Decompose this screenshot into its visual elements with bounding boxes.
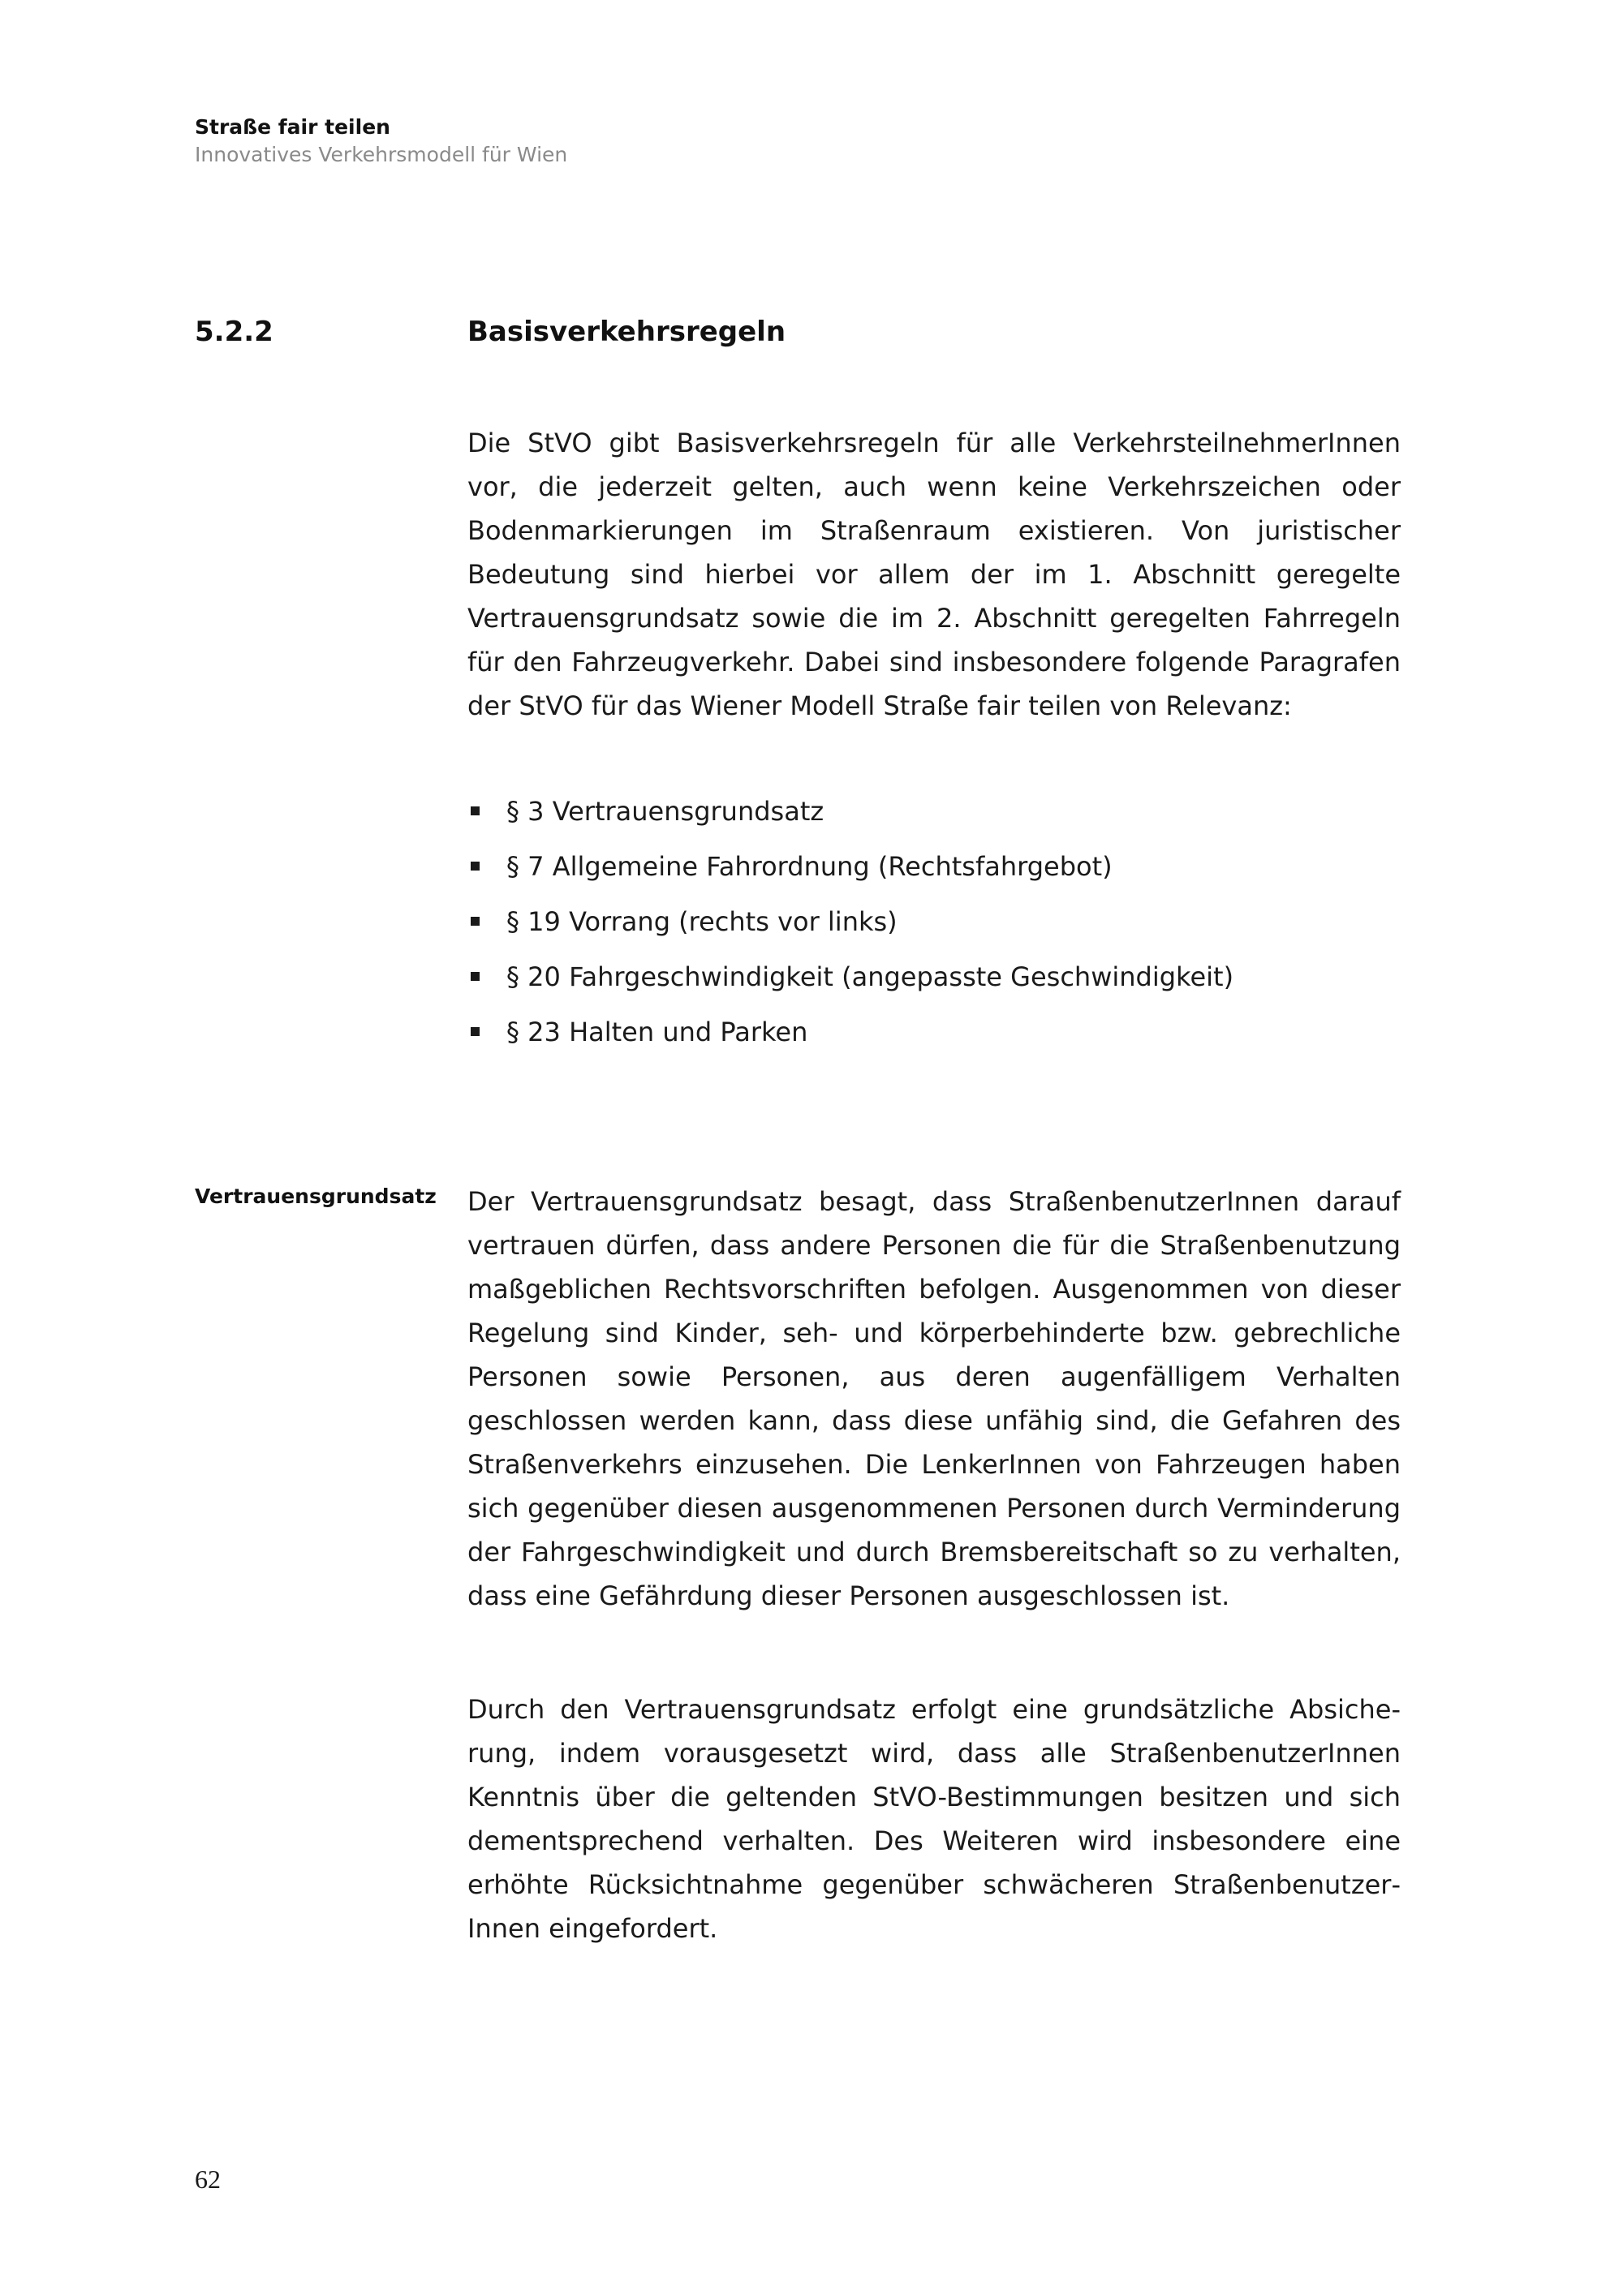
paragraph-list-section bbox=[467, 793, 1401, 1069]
bullet-square-icon bbox=[471, 972, 480, 981]
list-item bbox=[467, 904, 1401, 939]
list-item bbox=[467, 793, 1401, 829]
paragraph-list bbox=[467, 793, 1401, 1050]
list-item bbox=[467, 1014, 1401, 1050]
header-title: Straße fair teilen bbox=[195, 115, 390, 139]
list-item-text: § 19 Vorrang (rechts vor links) bbox=[506, 906, 898, 937]
vertrauensgrundsatz-section-2 bbox=[467, 1688, 1401, 1950]
list-item bbox=[467, 849, 1401, 884]
intro-paragraph: Die StVO gibt Basisverkehrsregeln für alle VerkehrsteilnehmerInnen vor, die jederzeit gelten, auch wenn keine Verkehrszeichen oder Bodenmarkierungen im Straßenraum existieren. Von juristischer Bedeutung sind hierbei vor allem der im 1. Abschnitt geregelte Vertrauensgrundsatz sowie die im 2. Abschnitt geregelten Fahrregeln für den Fahrzeugverkehr. Dabei sind insbesondere folgende Paragrafen der StVO für das Wiener Modell Straße fair teilen von Relevanz: bbox=[467, 428, 1401, 721]
list-item-text: § 23 Halten und Parken bbox=[506, 1017, 808, 1047]
list-item bbox=[467, 959, 1401, 995]
list-item-text: § 20 Fahrgeschwindigkeit (angepasste Geschwindigkeit) bbox=[506, 961, 1234, 992]
list-item-text: § 3 Vertrauensgrundsatz bbox=[506, 796, 824, 827]
bullet-square-icon bbox=[471, 1027, 480, 1036]
vertrauensgrundsatz-paragraph-1: Der Vertrauensgrundsatz besagt, dass StraßenbenutzerInnen darauf vertrauen dürfen, dass andere Personen die für die Straßenbenutzung maßgeblichen Rechtsvorschriften befolgen. Ausgenommen von dieser Regelung sind Kinder, seh- und körperbehinderte bzw. gebrechliche Personen sowie Personen, aus deren augenfälligem Verhalten geschlossen werden kann, dass diese unfähig sind, die Gefahren des Straßenverkehrs einzusehen. Die LenkerInnen von Fahrzeugen haben sich gegenüber diesen ausgenommenen Personen durch Verminderung der Fahrgeschwindigkeit und durch Bremsbereitschaft so zu verhalten, dass eine Gefährdung dieser Personen ausgeschlossen ist. bbox=[467, 1186, 1401, 1611]
section-title: Basisverkehrsregeln bbox=[467, 316, 786, 348]
vertrauensgrundsatz-paragraph-2: Durch den Vertrauensgrundsatz erfolgt eine grundsätzliche Absicherung, indem vorausgesetzt wird, dass alle StraßenbenutzerInnen Kenntnis über die geltenden StVO-Bestimmungen besitzen und sich dementsprechend verhalten. Des Weiteren wird insbesondere eine erhöhte Rücksichtnahme gegenüber schwächeren StraßenbenutzerInnen eingefordert. bbox=[467, 1694, 1401, 1944]
bullet-square-icon bbox=[471, 806, 480, 815]
margin-label-vertrauensgrundsatz: Vertrauensgrundsatz bbox=[195, 1185, 437, 1208]
bullet-square-icon bbox=[471, 862, 480, 871]
running-header bbox=[195, 114, 925, 169]
header-subtitle: Innovatives Verkehrsmodell für Wien bbox=[195, 143, 568, 166]
bullet-square-icon bbox=[471, 917, 480, 926]
intro-section bbox=[467, 421, 1401, 728]
vertrauensgrundsatz-section bbox=[467, 1180, 1401, 1618]
page-number: 62 bbox=[195, 2165, 221, 2194]
section-number: 5.2.2 bbox=[195, 316, 273, 348]
list-item-text: § 7 Allgemeine Fahrordnung (Rechtsfahrgebot) bbox=[506, 851, 1113, 882]
